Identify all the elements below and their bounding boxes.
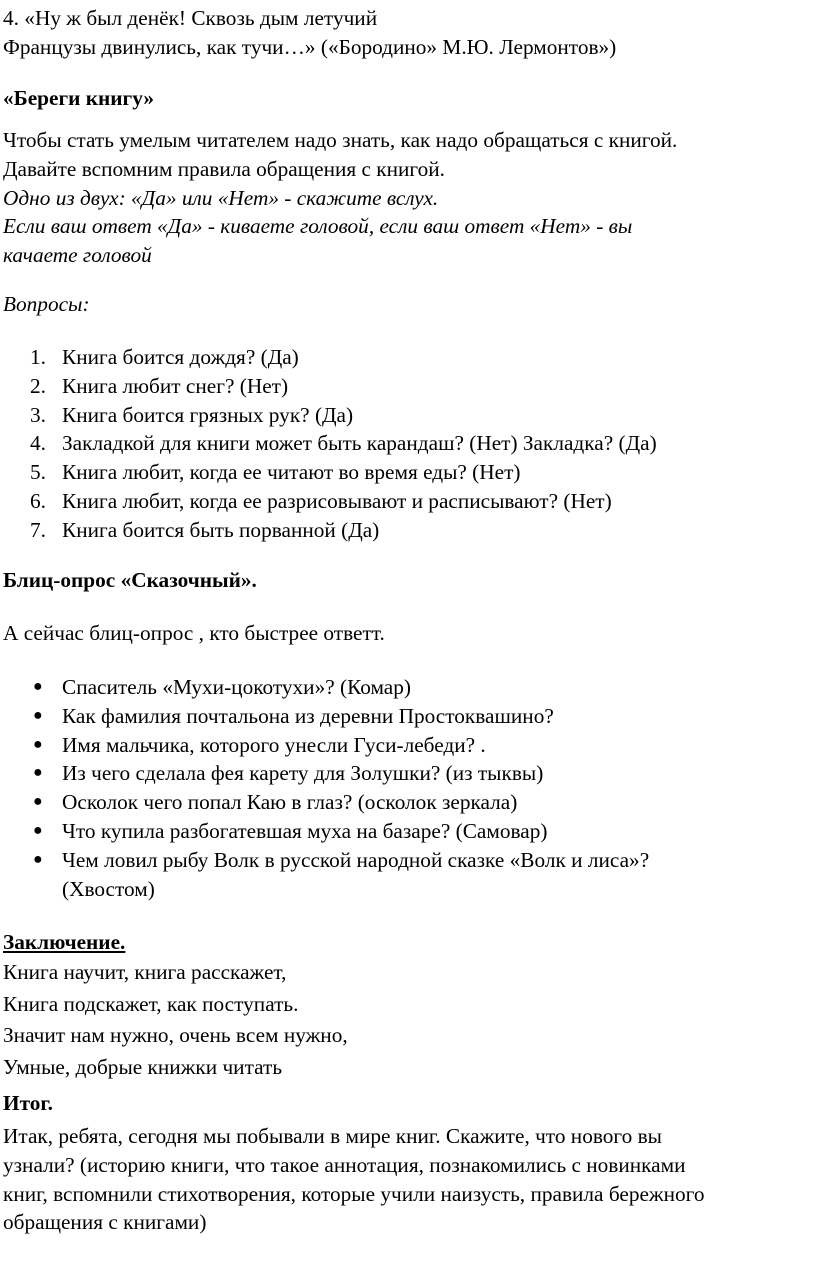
- bullet-icon: ●: [33, 706, 43, 724]
- section-book-text: [3, 126, 811, 270]
- list-item-text: Осколок чего попал Каю в глаз? (осколок зеркала): [62, 790, 518, 815]
- list-item: [3, 458, 811, 487]
- list-item: [3, 731, 811, 760]
- bullet-icon: ●: [33, 678, 43, 695]
- list-item-number: 5.: [30, 460, 46, 485]
- list-item-text: Чем ловил рыбу Волк в русской народной сказке «Волк и лиса»?: [62, 847, 650, 872]
- list-item: [3, 817, 811, 846]
- section-blitz-heading-wrap: [3, 566, 811, 595]
- list-item: [3, 846, 811, 904]
- questions-list-wrap: [3, 343, 811, 545]
- conclusion-verse: [3, 957, 811, 1083]
- section-conclusion-heading-wrap: [3, 928, 811, 957]
- list-item-text: Книга боится дождя? (Да): [62, 345, 299, 369]
- list-item: [3, 702, 811, 731]
- list-item-text: Книга боится грязных рук? (Да): [62, 402, 354, 427]
- section-conclusion-heading: Заключение.: [3, 930, 126, 954]
- section-book-heading: «Береги книгу»: [3, 86, 155, 110]
- list-item: [3, 516, 811, 545]
- list-item-text: Спаситель «Мухи-цокотухи»? (Комар): [62, 675, 411, 699]
- book-para-2: Давайте вспомним правила обращения с книгой.: [3, 156, 445, 181]
- questions-list: [3, 343, 811, 545]
- book-instruction-1: Одно из двух: «Да» или «Нет» - скажите вслух.: [3, 185, 439, 210]
- book-instruction-2b: качаете головой: [3, 243, 152, 268]
- list-item: [3, 372, 811, 401]
- list-item-text: Книга боится быть порванной (Да): [62, 517, 380, 542]
- list-item-number: 4.: [30, 431, 46, 456]
- verse-line: Книга подскажет, как поступать.: [3, 991, 299, 1016]
- intro-line-2: Французы двинулись, как тучи…» («Бородино» М.Ю. Лермонтов»): [3, 34, 617, 59]
- list-item-text: Книга любит, когда ее читают во время еды? (Нет): [62, 460, 521, 485]
- list-item-number: 2.: [30, 373, 46, 398]
- result-line: обращения с книгами): [3, 1210, 207, 1235]
- list-item: [3, 673, 811, 702]
- list-item-number: 7.: [30, 517, 46, 542]
- bullet-icon: ●: [33, 764, 43, 782]
- verse-line: Книга научит, книга расскажет,: [3, 960, 287, 984]
- section-blitz-intro-wrap: [3, 619, 811, 648]
- blitz-intro: А сейчас блиц-опрос , кто быстрее ответт.: [3, 621, 385, 645]
- bullet-icon: ●: [33, 821, 43, 839]
- book-para-1: Чтобы стать умелым читателем надо знать, как надо обращаться с книгой.: [3, 128, 678, 152]
- list-item: [3, 429, 811, 458]
- list-item: [3, 401, 811, 430]
- questions-label: Вопросы:: [3, 292, 90, 316]
- list-item-number: 3.: [30, 402, 46, 427]
- list-item-number: 6.: [30, 488, 46, 513]
- list-item-text: Книга любит снег? (Нет): [62, 373, 289, 398]
- list-item: [3, 759, 811, 788]
- intro-quote: [3, 4, 811, 62]
- list-item: [3, 343, 811, 372]
- list-item-text: Что купила разбогатевшая муха на базаре? (Самовар): [62, 818, 548, 843]
- section-result-heading: Итог.: [3, 1091, 53, 1115]
- result-line: книг, вспомнили стихотворения, которые учили наизусть, правила бережного: [3, 1181, 705, 1206]
- result-line: Итак, ребята, сегодня мы побывали в мире книг. Скажите, что нового вы: [3, 1124, 662, 1148]
- list-item-number: 1.: [30, 345, 46, 369]
- book-instruction-2a: Если ваш ответ «Да» - киваете головой, если ваш ответ «Нет» - вы: [3, 214, 633, 239]
- list-item-text: Имя мальчика, которого унесли Гуси-лебеди? .: [62, 732, 486, 757]
- bullet-icon: ●: [33, 793, 43, 811]
- blitz-list-wrap: [3, 673, 811, 903]
- list-item: [3, 788, 811, 817]
- section-blitz-heading: Блиц-опрос «Сказочный».: [3, 568, 257, 592]
- blitz-list: [3, 673, 811, 903]
- verse-line: Умные, добрые книжки читать: [3, 1054, 283, 1079]
- list-item: [3, 487, 811, 516]
- list-item-text: Закладкой для книги может быть карандаш? (Нет) Закладка? (Да): [62, 431, 657, 456]
- section-result-heading-wrap: [3, 1089, 811, 1118]
- intro-line-1: 4. «Ну ж был денёк! Сквозь дым летучий: [3, 6, 378, 30]
- bullet-icon: ●: [33, 850, 43, 868]
- list-item-text: Как фамилия почтальона из деревни Простоквашино?: [62, 703, 554, 728]
- section-result-text: [3, 1122, 811, 1237]
- result-line: узнали? (историю книги, что такое аннотация, познакомились с новинками: [3, 1152, 686, 1177]
- questions-label-wrap: [3, 290, 811, 319]
- list-item-text: Из чего сделала фея карету для Золушки? (из тыквы): [62, 761, 544, 786]
- section-book-heading-wrap: [3, 84, 811, 113]
- bullet-icon: ●: [33, 735, 43, 753]
- list-item-continuation: (Хвостом): [62, 876, 155, 901]
- list-item-text: Книга любит, когда ее разрисовывают и расписывают? (Нет): [62, 488, 612, 513]
- verse-line: Значит нам нужно, очень всем нужно,: [3, 1023, 348, 1047]
